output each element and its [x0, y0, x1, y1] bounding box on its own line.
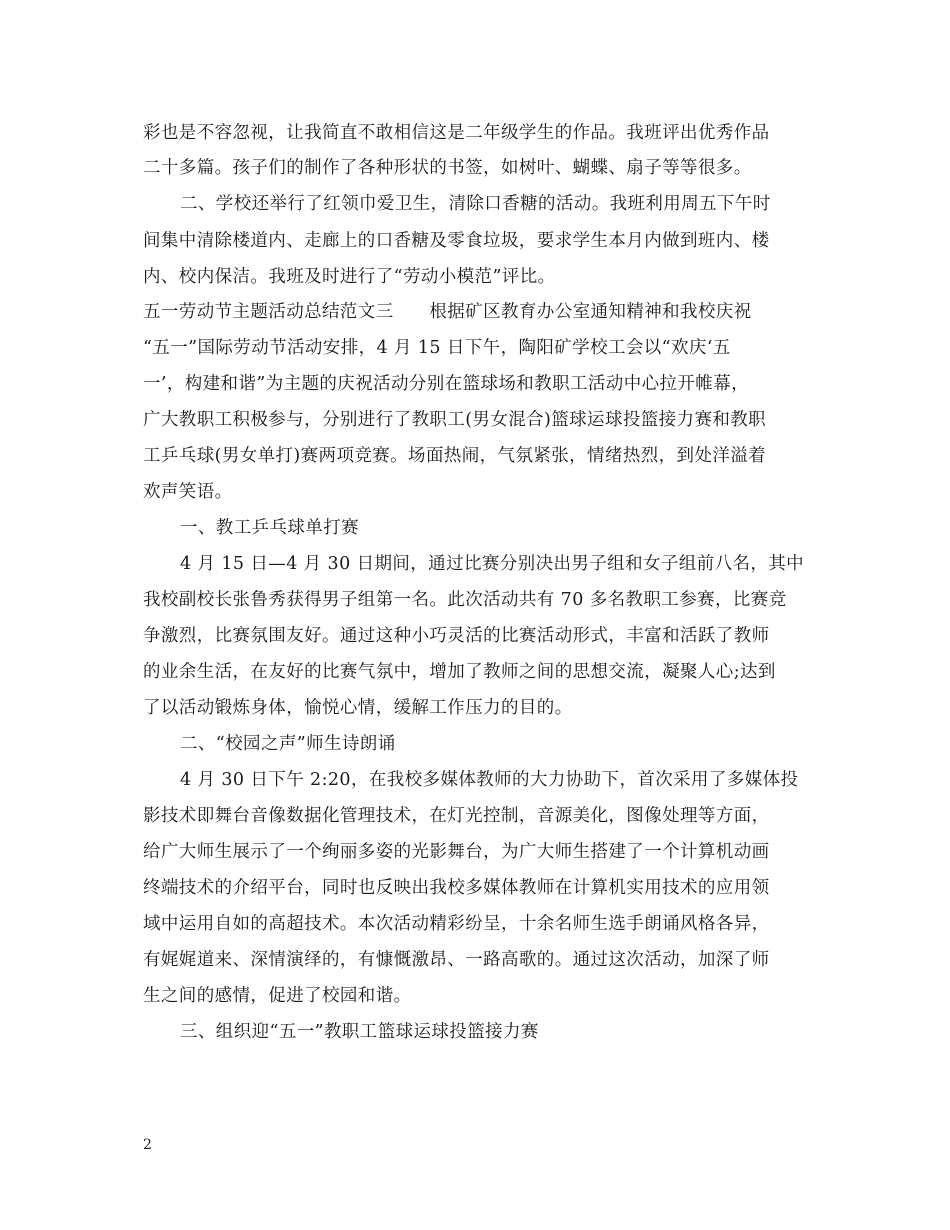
body-text-line: 给广大师生展示了一个绚丽多姿的光影舞台，为广大师生搭建了一个计算机动画 — [143, 842, 770, 862]
body-text-line: 了以活动锻炼身体，愉悦心情，缓解工作压力的目的。 — [143, 698, 573, 718]
body-text-line: 内、校内保洁。我班及时进行了“劳动小模范”评比。 — [143, 267, 556, 287]
body-text-line: 有娓娓道来、深情演绎的，有慷慨激昂、一路高歌的。通过这次活动，加深了师 — [143, 950, 770, 970]
subheading-line: 三、组织迎“五一”教职工篮球运球投篮接力赛 — [180, 1022, 539, 1042]
body-text-line: 影技术即舞台音像数据化管理技术，在灯光控制，音源美化，图像处理等方面， — [143, 806, 770, 826]
body-text-line: 彩也是不容忽视，让我简直不敢相信这是二年级学生的作品。我班评出优秀作品 — [143, 123, 770, 143]
page-number: 2 — [143, 1137, 152, 1153]
subheading-line: 二、“校园之声”师生诗朗诵 — [180, 734, 396, 754]
body-text-line: 终端技术的介绍平台，同时也反映出我校多媒体教师在计算机实用技术的应用领 — [143, 878, 770, 898]
body-text-line: 生之间的感情，促进了校园和谐。 — [143, 986, 412, 1006]
body-text-line: 域中运用自如的高超技术。本次活动精彩纷呈，十余名师生选手朗诵风格各异， — [143, 914, 770, 934]
body-text-line: 一’，构建和谐”为主题的庆祝活动分别在篮球场和教职工活动中心拉开帷幕， — [143, 374, 750, 394]
body-text-line: 广大教职工积极参与，分别进行了教职工(男女混合)篮球运球投篮接力赛和教职 — [143, 410, 767, 430]
body-text-line: “五一”国际劳动节活动安排，4 月 15 日下午，陶阳矿学校工会以“欢庆‘五 — [143, 338, 731, 358]
body-text-line: 的业余生活，在友好的比赛气氛中，增加了教师之间的思想交流，凝聚人心;达到 — [143, 662, 776, 682]
body-text-line: 欢声笑语。 — [143, 482, 233, 502]
body-text-line: 二十多篇。孩子们的制作了各种形状的书签，如树叶、蝴蝶、扇子等等很多。 — [143, 158, 752, 178]
body-text-line: 我校副校长张鲁秀获得男子组第一名。此次活动共有 70 多名教职工参赛，比赛竞 — [143, 590, 787, 610]
body-text-line: 工乒乓球(男女单打)赛两项竞赛。场面热闹，气氛紧张，情绪热烈，到处洋溢着 — [143, 446, 767, 466]
section-title-line: 五一劳动节主题活动总结范文三 根据矿区教育办公室通知精神和我校庆祝 — [143, 302, 752, 322]
subheading-line: 一、教工乒乓球单打赛 — [180, 518, 359, 538]
body-text-line: 争激烈，比赛氛围友好。通过这种小巧灵活的比赛活动形式，丰富和活跃了教师 — [143, 626, 770, 646]
paragraph-start-line: 4 月 15 日—4 月 30 日期间，通过比赛分别决出男子组和女子组前八名，其中 — [180, 554, 805, 574]
paragraph-start-line: 4 月 30 日下午 2:20，在我校多媒体教师的大力协助下，首次采用了多媒体投 — [180, 770, 799, 790]
paragraph-start-line: 二、学校还举行了红领巾爱卫生，清除口香糖的活动。我班利用周五下午时 — [180, 194, 771, 214]
body-text-line: 间集中清除楼道内、走廊上的口香糖及零食垃圾，要求学生本月内做到班内、楼 — [143, 231, 770, 251]
